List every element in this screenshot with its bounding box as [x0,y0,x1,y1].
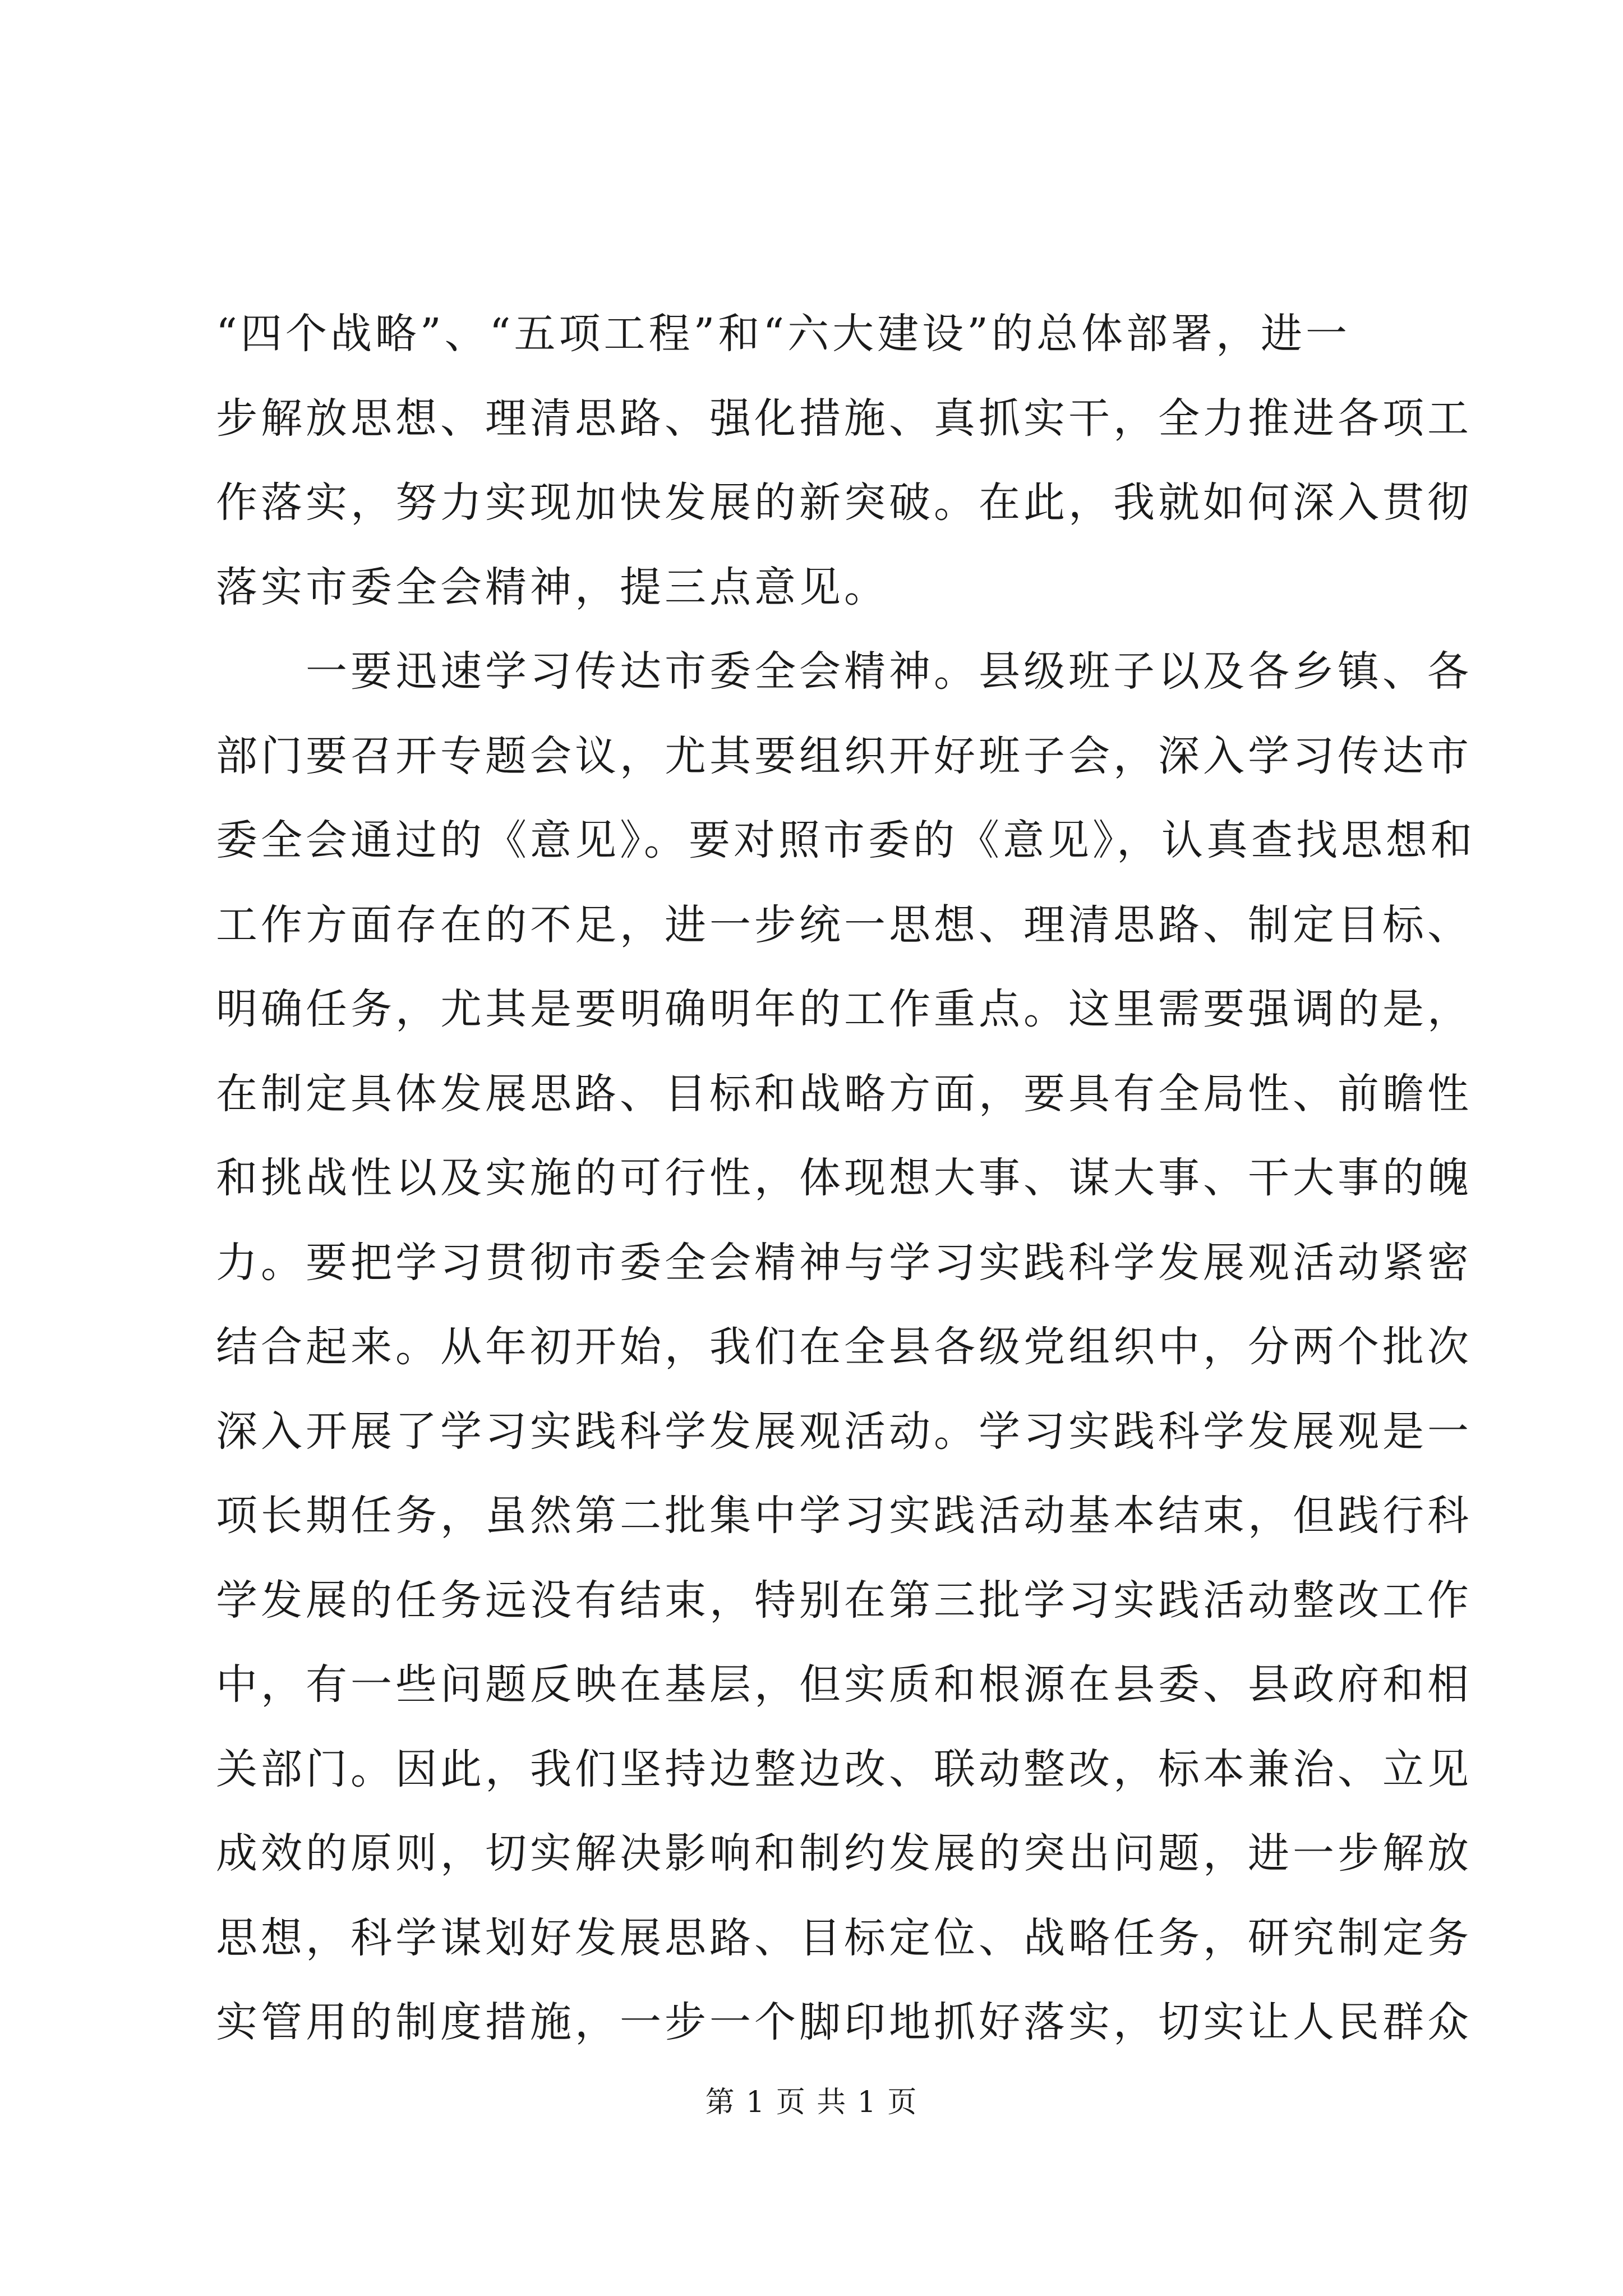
text-line: 结合起来。从年初开始，我们在全县各级党组织中，分两个批次 [216,1323,1472,1371]
text-line: 在制定具体发展思路、目标和战略方面，要具有全局性、前瞻性 [216,1069,1472,1118]
page-footer [0,2080,1623,2125]
text-line: 实管用的制度措施，一步一个脚印地抓好落实，切实让人民群众 [216,1998,1472,2046]
body-text [216,292,1476,2065]
text-line: 成效的原则，切实解决影响和制约发展的突出问题，进一步解放 [216,1829,1472,1878]
text-line: 部门要召开专题会议，尤其要组织开好班子会，深入学习传达市 [216,731,1472,780]
text-line: 中，有一些问题反映在基层，但实质和根源在县委、县政府和相 [216,1660,1472,1709]
text-line: 落实市委全会精神，提三点意见。 [216,563,889,611]
text-line: 明确任务，尤其是要明确明年的工作重点。这里需要强调的是， [216,985,1472,1033]
text-line: 作落实，努力实现加快发展的新突破。在此，我就如何深入贯彻 [216,478,1472,527]
text-line: 力。要把学习贯彻市委全会精神与学习实践科学发展观活动紧密 [216,1238,1472,1287]
text-line: 学发展的任务远没有结束，特别在第三批学习实践活动整改工作 [216,1576,1472,1625]
text-line: 和挑战性以及实施的可行性，体现想大事、谋大事、干大事的魄 [216,1154,1472,1202]
text-line: 项长期任务，虽然第二批集中学习实践活动基本结束，但践行科 [216,1492,1472,1540]
text-line: 关部门。因此，我们坚持边整边改、联动整改，标本兼治、立见 [216,1745,1472,1793]
text-line: 深入开展了学习实践科学发展观活动。学习实践科学发展观是一 [216,1407,1472,1456]
text-line: “四个战略”、“五项工程”和“六大建设”的总体部署，进一 [216,310,1350,358]
text-line: 步解放思想、理清思路、强化措施、真抓实干，全力推进各项工 [216,394,1472,443]
text-line: 委全会通过的《意见》。要对照市委的《意见》，认真查找思想和 [216,816,1476,864]
page-number-label: 第 1 页 共 1 页 [705,2086,918,2119]
text-line: 思想，科学谋划好发展思路、目标定位、战略任务，研究制定务 [216,1913,1472,1962]
text-line: 一要迅速学习传达市委全会精神。县级班子以及各乡镇、各 [216,647,1472,696]
text-line: 工作方面存在的不足，进一步统一思想、理清思路、制定目标、 [216,900,1472,949]
